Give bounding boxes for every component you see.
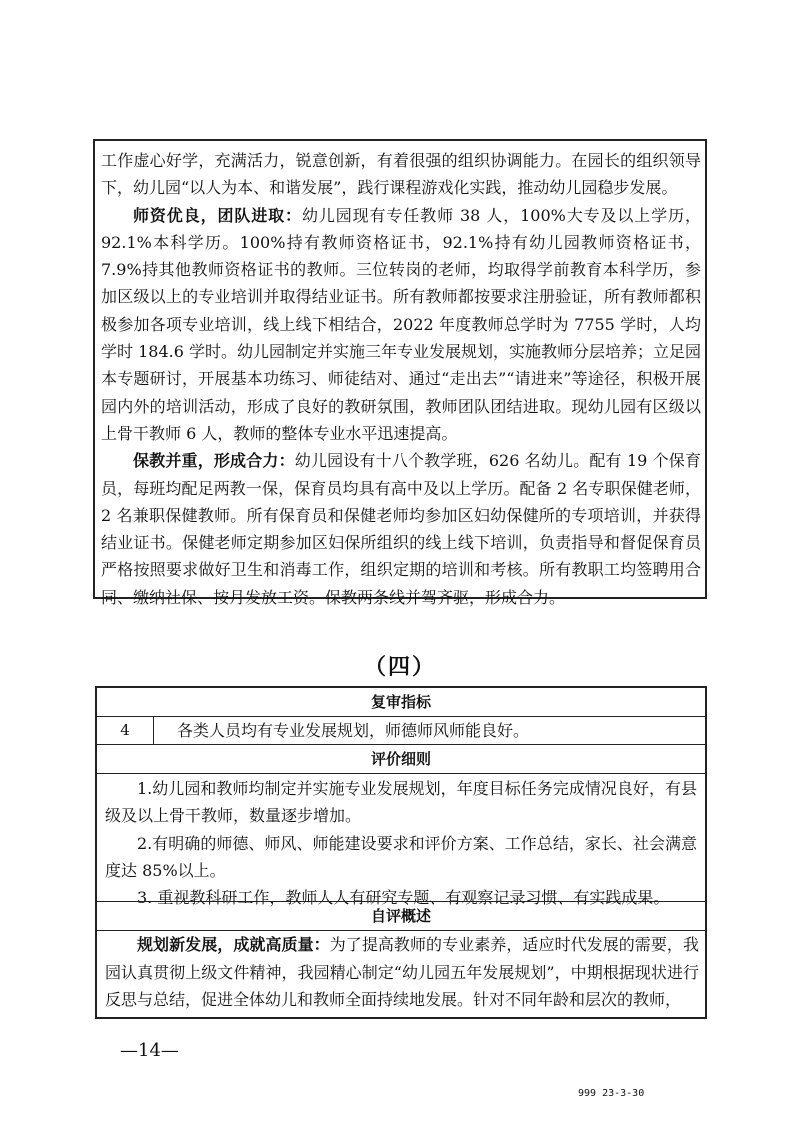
print-stamp: 999 23-3-30 [578, 1088, 645, 1099]
paragraph-leadership: 工作虚心好学，充满活力，锐意创新，有着很强的组织协调能力。在园长的组织领导下，幼儿园“以人为本、和谐发展”，践行课程游戏化实践，推动幼儿园稳步发展。 [101, 151, 701, 198]
paragraph-care-lead: 保教并重，形成合力： [133, 451, 295, 471]
header-review-indicator: 复审指标 [370, 693, 431, 711]
header-criteria: 评价细则 [370, 750, 431, 768]
self-summary-lead: 规划新发展，成就高质量： [137, 935, 330, 954]
page-number: —14— [120, 1040, 179, 1061]
self-summary [105, 931, 699, 1014]
paragraph-care [101, 447, 701, 611]
paragraph-teachers-body: 幼儿园现有专任教师 38 人，100%大专及以上学历，92.1%本科学历。100%持有教师资格证书，92.1%持有幼儿园教师资格证书，7.9%持其他教师资格证书的教师。三位转岗的老师，均取得学前教育本科学历，参加区级以上的专业培训并取得结业证书。所有教师都按要求注册验证，所有教师都积极参加各项专业培训，线上线下相结合，2022 年度教师总学时为 7755 学时，人均学时 184.6 学时。幼儿园制定并实施三年专业发展规划，实施教师分层培养；立足园本专题研讨，开展基本功练习、师徒结对、通过“走出去”“请进来”等途径，积极开展园内外的培训活动，形成了良好的教研氛围，教师团队团结进取。现幼儿园有区级以上骨干教师 6 人，教师的整体专业水平迅速提高。 [101, 205, 701, 443]
criteria-item: 1.幼儿园和教师均制定并实施专业发展规划，年度目标任务完成情况良好，有县级及以上骨干教师，数量逐步增加。 [105, 779, 697, 826]
self-summary-body: 为了提高教师的专业素养，适应时代发展的需要，我园认真贯彻上级文件精神，我园精心制定“幼儿园五年发展规划”，中期根据现状进行反思与总结，促进全体幼儿和教师全面持续地发展。针对不同年龄和层次的教师， [105, 935, 699, 1009]
paragraph-care-body: 幼儿园设有十八个教学班，626 名幼儿。配有 19 个保育员，每班均配足两教一保，保育员均具有高中及以上学历。配备 2 名专职保健老师，2 名兼职保健教师。所有保育员和保健老师均参加区妇幼保健所的专项培训，并获得结业证书。保健老师定期参加区妇保所组织的线上线下培训，负责指导和督促保育员严格按照要求做好卫生和消毒工作，组织定期的培训和考核。所有教职工均签聘用合同、缴纳社保、按月发放工资。保教两条线并驾齐驱，形成合力。 [101, 451, 701, 607]
indicator-text: 各类人员均有专业发展规划，师德师风师能良好。 [177, 721, 530, 740]
indicator-row [97, 717, 705, 744]
section-title: （四） [363, 654, 436, 680]
criteria-item: 2.有明确的师德、师风、师能建设要求和评价方案、工作总结，家长、社会满意度达 85%以上。 [105, 833, 697, 880]
indicator-number: 4 [97, 717, 154, 744]
evaluation-text-body [101, 147, 701, 611]
paragraph-teachers-lead: 师资优良，团队进取： [133, 205, 302, 225]
divider [97, 773, 705, 774]
evaluation-text-box [93, 139, 707, 607]
review-table [95, 686, 707, 1019]
paragraph-teachers [101, 202, 701, 448]
self-summary-paragraph [105, 931, 699, 1014]
criteria-list [105, 775, 697, 911]
criteria-item: 3. 重视教科研工作，教师人人有研究专题、有观察记录习惯、有实践成果。 [137, 888, 670, 908]
header-self-summary: 自评概述 [370, 907, 431, 925]
